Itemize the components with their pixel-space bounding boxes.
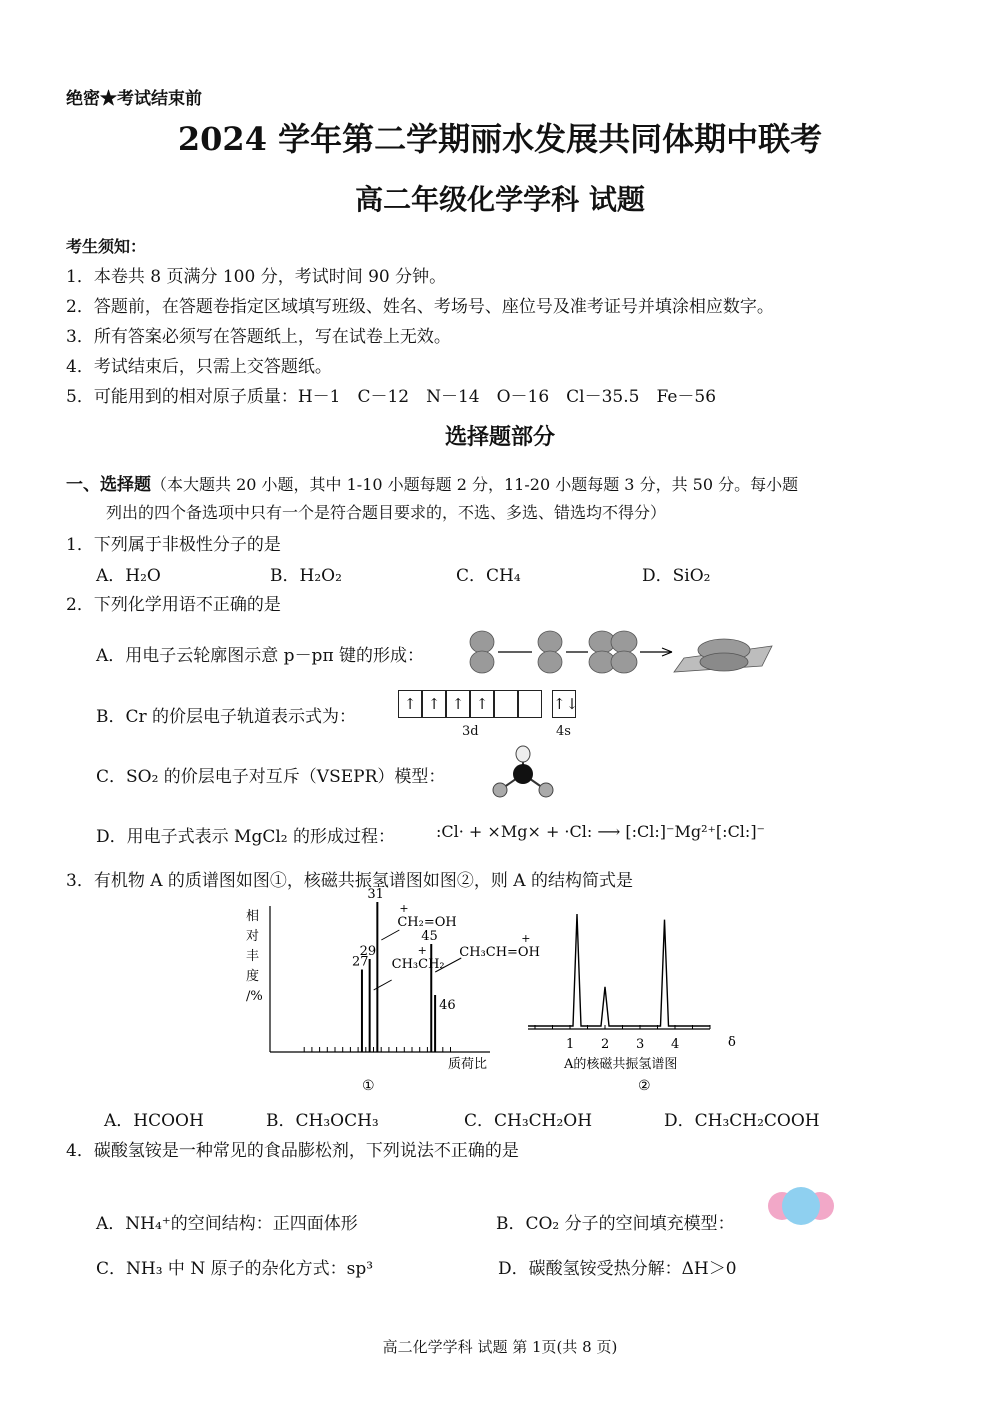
ms-peak-label: 45 [421,929,438,944]
notice-item: 4．考试结束后，只需上交答题纸。 [66,357,332,377]
notice-item: 2．答题前，在答题卷指定区域填写班级、姓名、考场号、座位号及准考证号并填涂相应数字。 [66,297,774,317]
nmr-spectrum-chart [520,896,750,1096]
co2-space-filling-model [766,1182,836,1230]
ms-annotation-29: CH₃CH₂ [391,957,445,972]
q2-stem: 2．下列化学用语不正确的是 [66,595,281,615]
q4-option-a: A．NH₄⁺的空间结构：正四面体形 [96,1214,358,1234]
q3-option-c: C．CH₃CH₂OH [464,1111,593,1131]
part-desc-2: 列出的四个备选项中只有一个是符合题目要求的，不选、多选、错选均不得分） [106,503,667,522]
label-3d: 3d [462,724,479,739]
ms-peak-label: 27 [351,954,369,970]
ms-peak-label: 29 [359,944,377,959]
exam-title: 2024 学年第二学期丽水发展共同体期中联考 [177,120,823,158]
orbital-box-3d: ↑ [470,690,494,718]
part-desc-1: （本大题共 20 小题，其中 1-10 小题每题 2 分，11-20 小题每题 3 分，共 50 分。每小题 [151,475,799,494]
q4-option-d: D．碳酸氢铵受热分解：ΔH＞0 [498,1259,737,1279]
nmr-x-label: δ [728,1035,736,1050]
ms-peak-label: 46 [439,998,456,1013]
q3-option-d: D．CH₃CH₂COOH [664,1111,820,1131]
orbital-box-3d: ↑ [446,690,470,718]
nmr-title: A的核磁共振氢谱图 [564,1057,678,1072]
orbital-box-3d: ↑ [398,690,422,718]
q4-option-c: C．NH₃ 中 N 原子的杂化方式：sp³ [96,1259,374,1279]
ms-y-label: 对 [246,929,260,944]
orbital-box-3d: ↑ [422,690,446,718]
q1-option-d: D．SiO₂ [642,566,711,586]
q1-stem: 1．下列属于非极性分子的是 [66,535,281,555]
q2-option-b: B．Cr 的价层电子轨道表示式为： [96,707,357,727]
nmr-tick-label: 4 [671,1037,680,1052]
ms-y-label: 丰 [246,949,260,964]
confidential-label: 绝密★考试结束前 [66,89,202,109]
q1-option-b: B．H₂O₂ [270,566,342,586]
ms-y-label: 相 [246,909,260,924]
cr-orbital-diagram [398,690,578,740]
ms-plus: + [417,944,427,957]
ms-peak-label: 31 [367,887,384,902]
ms-plus: + [521,932,531,945]
ms-y-label: /% [246,989,263,1004]
ms-arrow-31 [381,930,399,940]
q3-option-b: B．CH₃OCH₃ [266,1111,379,1131]
orbital-box-4s: ↑↓ [552,690,576,718]
nmr-spectrum-line [528,914,710,1026]
q1-option-c: C．CH₄ [456,566,521,586]
label-4s: 4s [556,724,571,739]
orbital-box-3d [518,690,542,718]
page-footer: 高二化学学科 试题 第 1页(共 8 页) [382,1338,618,1356]
so2-vsepr-model [488,744,558,800]
notice-item: 3．所有答案必须写在答题纸上，写在试卷上无效。 [66,327,451,347]
ms-plus: + [399,902,409,915]
section-title: 选择题部分 [444,424,555,450]
nmr-tick-label: 2 [601,1037,610,1052]
q2-option-a: A．用电子云轮廓图示意 p－pπ 键的形成： [96,646,425,666]
nmr-caption: ② [638,1078,651,1094]
part-label: 一、选择题 [66,475,151,495]
q3-option-a: A．HCOOH [104,1111,204,1131]
ms-caption: ① [362,1078,375,1094]
notice-heading: 考生须知： [66,237,147,256]
part-heading [66,470,798,495]
mass-spectrum-chart [240,887,540,1096]
notice-item: 1．本卷共 8 页满分 100 分，考试时间 90 分钟。 [66,267,447,287]
q4-stem: 4．碳酸氢铵是一种常见的食品膨松剂，下列说法不正确的是 [66,1141,519,1161]
orbital-box-3d [494,690,518,718]
ms-x-label: 质荷比 [448,1057,488,1072]
nmr-tick-label: 3 [636,1037,645,1052]
ms-y-label: 度 [246,969,260,984]
q2-option-c: C．SO₂ 的价层电子对互斥（VSEPR）模型： [96,767,446,787]
ms-annotation-31: CH₂=OH [397,915,457,930]
q3-stem: 3．有机物 A 的质谱图如图①，核磁共振氢谱图如图②，则 A 的结构简式是 [66,871,633,891]
ms-annotation-45: CH₃CH=OH [459,945,540,960]
nmr-tick-label: 1 [566,1037,575,1052]
p-p-pi-bond-diagram [462,628,782,678]
mgcl2-formation-formula: :Cl· + ×Mg× + ·Cl: ⟶ [:Cl:]⁻Mg²⁺[:Cl:]⁻ [436,822,765,841]
q2-option-d: D．用电子式表示 MgCl₂ 的形成过程： [96,827,395,847]
q1-option-a: A．H₂O [96,566,161,586]
notice-item: 5．可能用到的相对原子质量：H－1 C－12 N－14 O－16 Cl－35.5 Fe－56 [66,387,717,407]
q4-option-b: B．CO₂ 分子的空间填充模型： [496,1214,735,1234]
exam-subtitle: 高二年级化学学科 试题 [355,183,645,216]
